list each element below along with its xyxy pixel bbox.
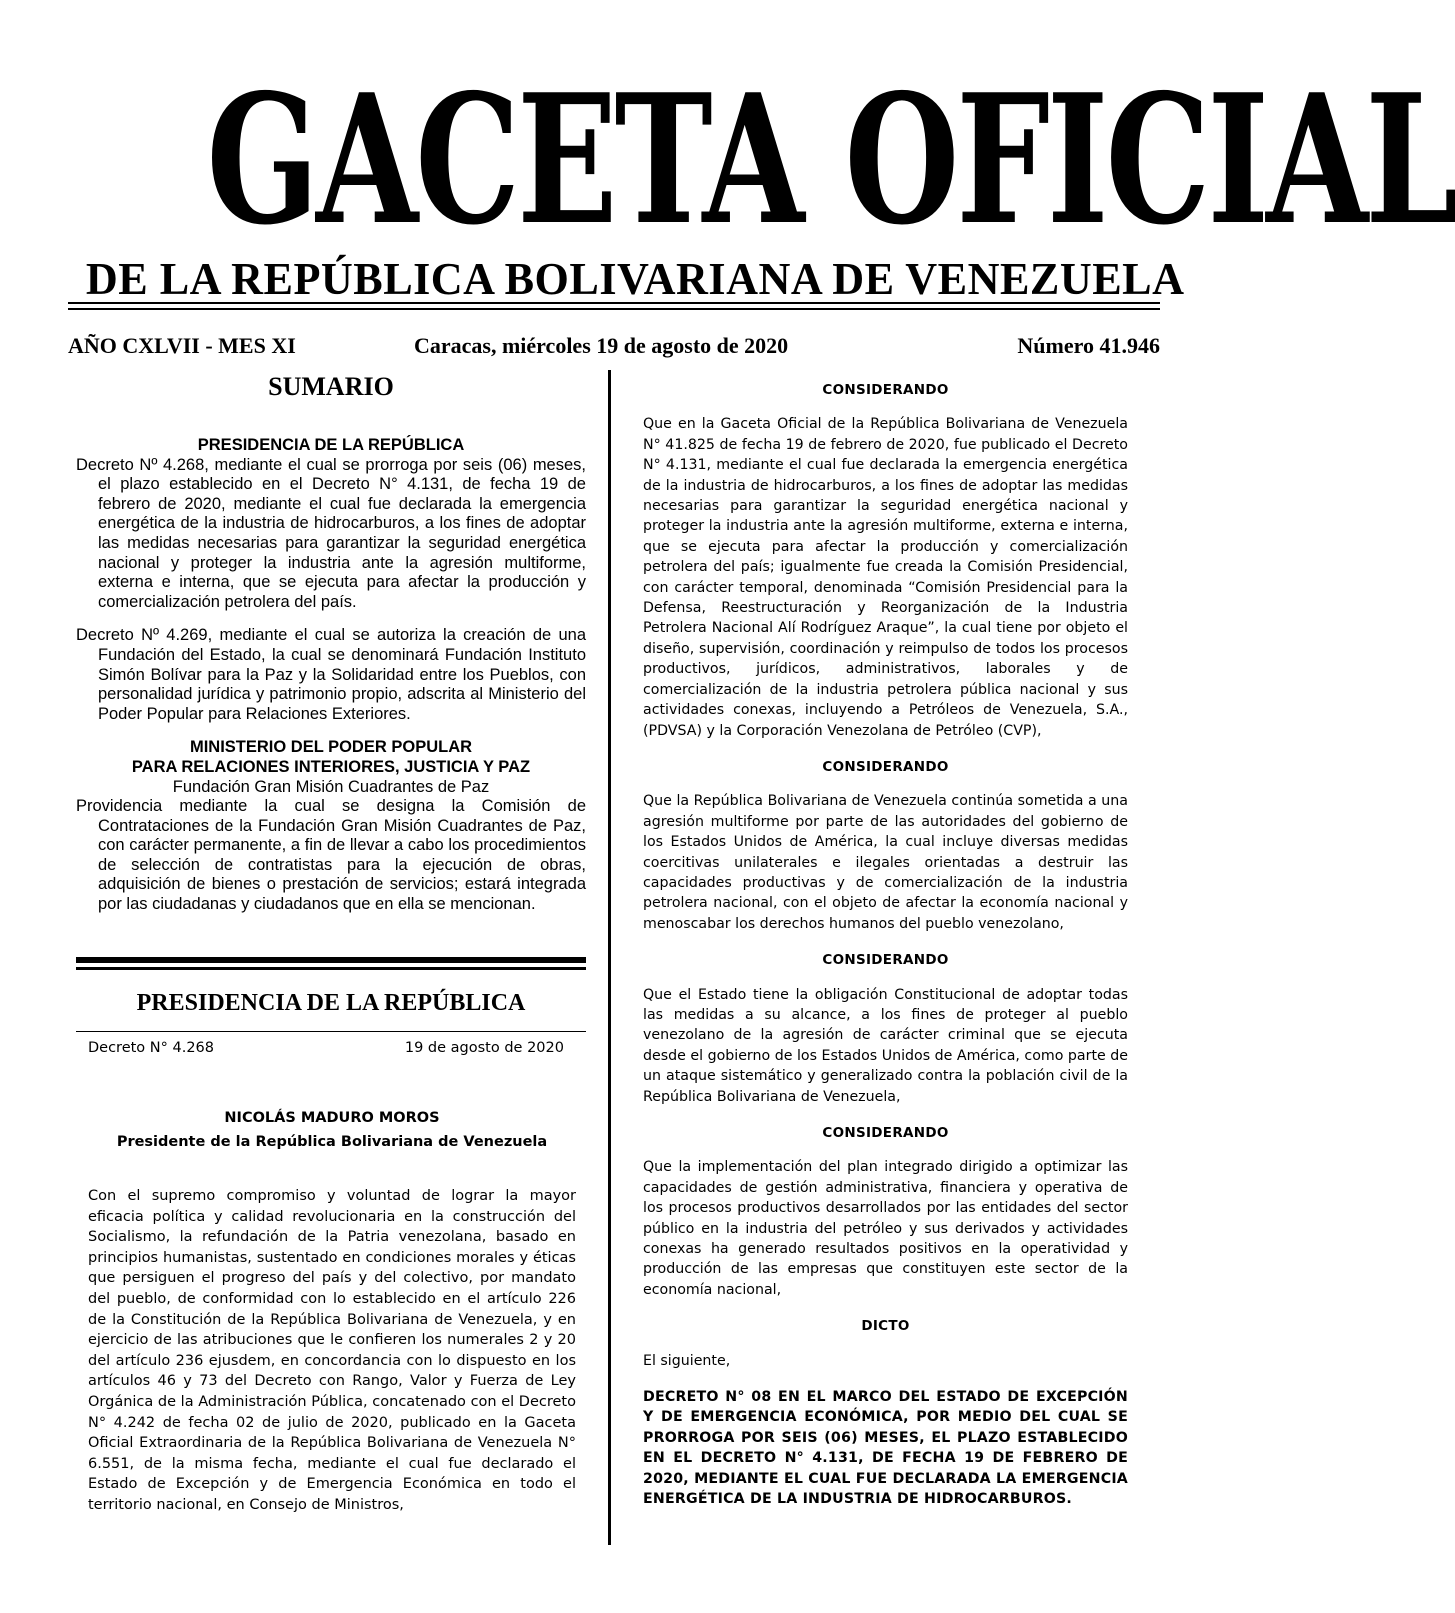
considerando-heading: CONSIDERANDO [822,1125,949,1141]
decree-number: Decreto N° 4.268 [88,1040,215,1056]
considerando-text: Que la República Bolivariana de Venezuela continúa sometida a una agresión multiforme por parte de las autoridades del gobierno de los Estados Unidos de América, la cual incluye diversas medidas coercitivas unilaterales e ilegales orientadas a destruir las capacidades productivas y de comercialización de la industria petrolera nacional, con el objeto de afectar la economía nacional y menoscabar los derechos humanos del pueblo venezolano, [643,793,1128,932]
sumario-title: SUMARIO [268,372,394,401]
issue-year-month: AÑO CXLVII - MES XI [68,333,296,358]
sumario-list [76,436,586,929]
gazette-title: GACETA OFICIAL [206,55,1455,264]
section-rule-thin [76,967,586,970]
gazette-subtitle: DE LA REPÚBLICA BOLIVARIANA DE VENEZUELA [85,253,1185,304]
sumario-item: Decreto Nº 4.268, mediante el cual se prorroga por seis (06) meses, el plazo establecido en el Decreto N° 4.131, de fecha 19 de febrero de 2020, mediante el cual fue declarada la emergencia energética de la industria de hidrocarburos, a los fines de adoptar las medidas necesarias para garantizar la seguridad energética nacional y proteger la industria ante la agresión multiforme, externa e interna, que se ejecuta para afectar la producción y comercialización petrolera del país. [76,455,586,611]
column-divider [608,370,611,1545]
considerandos-column [643,380,1128,1510]
signer-name: NICOLÁS MADURO MOROS [224,1110,440,1126]
masthead [64,55,1455,306]
decree-rule [76,1031,586,1032]
header-rule-top [68,302,1160,304]
considerando-heading: CONSIDERANDO [822,382,949,398]
considerando-heading: CONSIDERANDO [822,952,949,969]
sumario-item: Providencia mediante la cual se designa la Comisión de Contrataciones de la Fundación Gran Misión Cuadrantes de Paz, con carácter permanente, a fin de llevar a cabo los procedimientos de selección de contratistas para la ejecución de obras, adquisición de bienes o prestación de servicios; estará integrada por las ciudadanas y ciudadanos que en ella se mencionan. [76,797,586,914]
sumario-subheading: Fundación Gran Misión Cuadrantes de Paz [172,777,490,796]
decree-date: 19 de agosto de 2020 [404,1040,564,1056]
presidencia-title: PRESIDENCIA DE LA REPÚBLICA [136,990,526,1016]
signer-block [88,1106,576,1154]
header-rule-bottom [68,308,1160,310]
dicto-intro: El siguiente, [643,1352,731,1369]
dicto-heading: DICTO [861,1318,910,1335]
final-decree-title: DECRETO N° 08 EN EL MARCO DEL ESTADO DE EXCEPCIÓN Y DE EMERGENCIA ECONÓMICA, POR MEDIO DEL CUAL SE PRORROGA POR SEIS (06) MESES, EL PLAZO ESTABLECIDO EN EL DECRETO N° 4.131, DE FECHA 19 DE FEBRERO DE 2020, MEDIANTE EL CUAL FUE DECLARADA LA EMERGENCIA ENERGÉTICA DE LA INDUSTRIA DE HIDROCARBUROS. [643,1389,1128,1508]
considerando-text: Que la implementación del plan integrado dirigido a optimizar las capacidades de gestión administrativa, financiera y operativa de los procesos productivos desarrollados por las entidades del sector público en la industria del petróleo y sus derivados y actividades conexas ha generado resultados positivos en la operatividad y producción de las empresas que constituyen este sector de la economía nacional, [643,1159,1128,1298]
signer-title: Presidente de la República Bolivariana de Venezuela [116,1134,548,1150]
sumario-section-heading: MINISTERIO DEL PODER POPULAR [189,738,473,757]
considerando-text: Que el Estado tiene la obligación Constitucional de adoptar todas las medidas a su alcance, a los fines de proteger al pueblo venezolano de la agresión de carácter criminal que se ejecuta desde el gobierno de los Estados Unidos de América, como parte de un ataque sistemático y generalizado contra la población civil de la República Bolivariana de Venezuela, [643,986,1128,1105]
section-rule-thick [76,957,586,963]
issue-number: Número 41.946 [1017,333,1160,358]
sumario-section-heading: PRESIDENCIA DE LA REPÚBLICA [197,436,465,454]
sumario-section-heading: PARA RELACIONES INTERIORES, JUSTICIA Y PAZ [131,757,531,776]
considerando-text: Que en la Gaceta Oficial de la República Bolivariana de Venezuela N° 41.825 de fecha 19 de febrero de 2020, fue publicado el Decreto N° 4.131, mediante el cual fue declarada la emergencia energética de la industria de hidrocarburos, a los fines de adoptar las medidas necesarias para garantizar la seguridad energética nacional y proteger la industria ante la agresión multiforme, externa e interna, que se ejecuta para afectar la producción y comercialización petrolera del país; igualmente fue creada la Comisión Presidencial, con carácter temporal, denominada “Comisión Presidencial para la Defensa, Reestructuración y Reorganización de la Industria Petrolera Nacional Alí Rodríguez Araque”, la cual tiene por objeto el diseño, supervisión, coordinación y reimpulso de todos los procesos productivos, jurídicos, administrativos, laborales y de comercialización de la industria petrolera pública nacional y sus actividades conexas, incluyendo a Petróleos de Venezuela, S.A., (PDVSA) y la Corporación Venezolana de Petróleo (CVP), [643,416,1128,739]
considerando-heading: CONSIDERANDO [822,758,949,775]
decree-preamble: Con el supremo compromiso y voluntad de lograr la mayor eficacia política y calidad revolucionaria en la construcción del Socialismo, la refundación de la Patria venezolana, basado en principios humanistas, sustentado en condiciones morales y éticas que persiguen el progreso del país y del colectivo, por mandato del pueblo, de conformidad con lo establecido en el artículo 226 de la Constitución de la República Bolivariana de Venezuela, y en ejercicio de las atribuciones que le confieren los numerales 2 y 20 del artículo 236 ejusdem, en concordancia con lo dispuesto en los artículos 46 y 73 del Decreto con Rango, Valor y Fuerza de Ley Orgánica de la Administración Pública, concatenado con el Decreto N° 4.242 de fecha 02 de julio de 2020, publicado en la Gaceta Oficial Extraordinaria de la República Bolivariana de Venezuela N° 6.551, de la misma fecha, mediante el cual fue declarado el Estado de Excepción y de Emergencia Económica en todo el territorio nacional, en Consejo de Ministros, [88,1188,576,1513]
issue-info-row [68,333,1160,363]
issue-place-date: Caracas, miércoles 19 de agosto de 2020 [414,333,789,358]
sumario-item: Decreto Nº 4.269, mediante el cual se autoriza la creación de una Fundación del Estado, la cual se denominará Fundación Instituto Simón Bolívar para la Paz y la Solidaridad entre los Pueblos, con personalidad jurídica y patrimonio propio, adscrita al Ministerio del Poder Popular para Relaciones Exteriores. [76,626,586,723]
